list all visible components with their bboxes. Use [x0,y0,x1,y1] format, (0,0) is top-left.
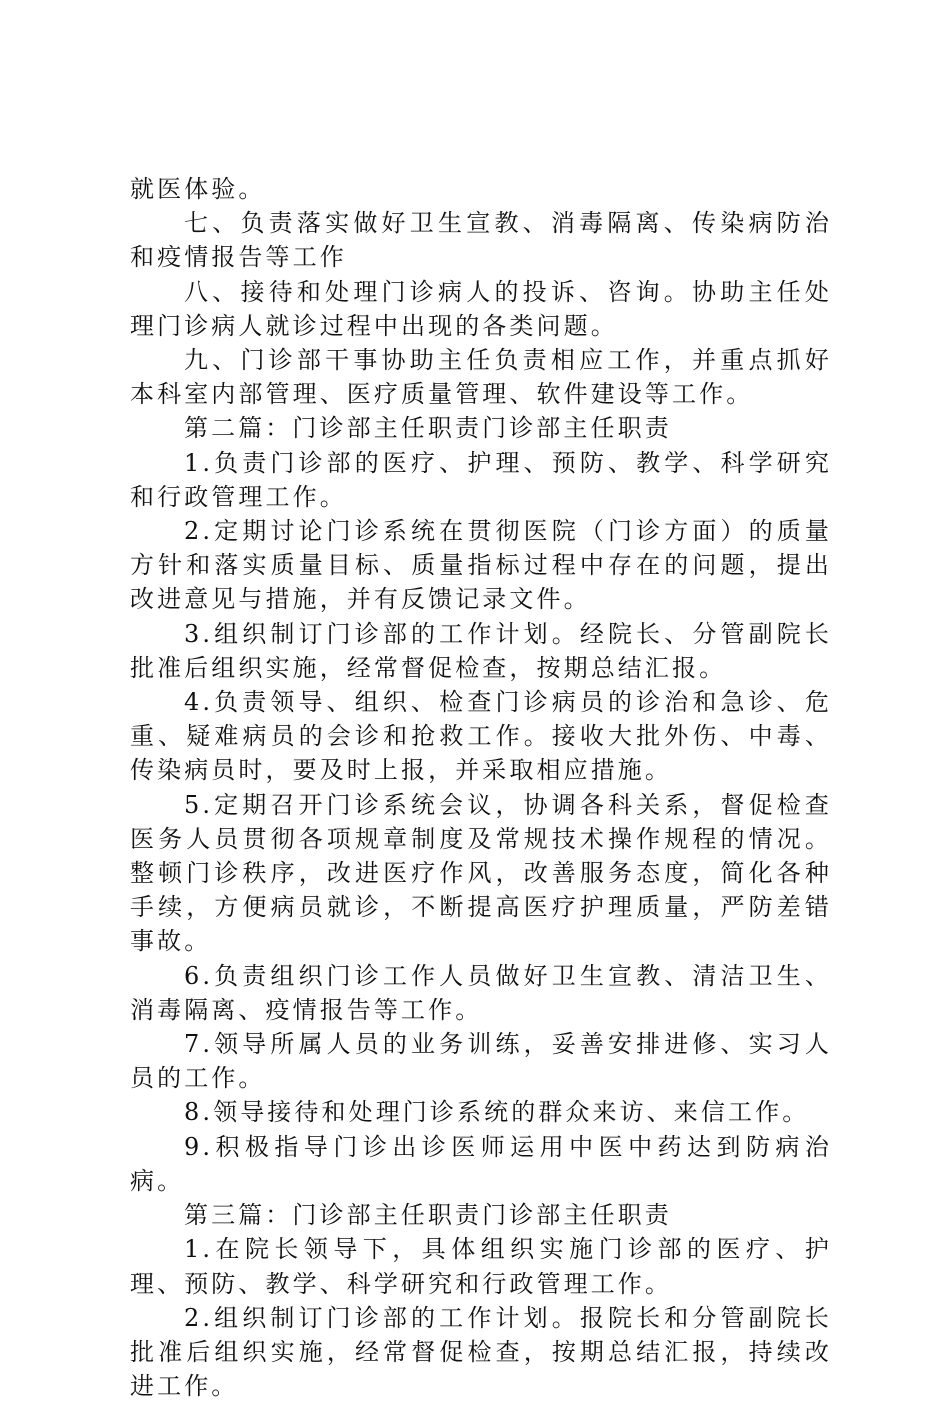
paragraph-continuation: 就医体验。 [130,175,266,203]
paragraph-part2-item-6: 6.负责组织门诊工作人员做好卫生宣教、清洁卫生、消毒隔离、疫情报告等工作。 [130,961,832,1024]
paragraph-part2-item-9: 9.积极指导门诊出诊医师运用中医中药达到防病治病。 [130,1132,832,1195]
paragraph-item-7: 七、负责落实做好卫生宣教、消毒隔离、传染病防治和疫情报告等工作 [130,209,832,272]
paragraph-part3-item-1: 1.在院长领导下，具体组织实施门诊部的医疗、护理、预防、教学、科学研究和行政管理工作。 [130,1235,832,1298]
paragraph-part2-item-1: 1.负责门诊部的医疗、护理、预防、教学、科学研究和行政管理工作。 [130,448,832,511]
paragraph-part3-item-2: 2.组织制订门诊部的工作计划。报院长和分管副院长批准后组织实施，经常督促检查，按期总结汇报，持续改进工作。 [130,1303,832,1401]
paragraph-part2-item-8: 8.领导接待和处理门诊系统的群众来访、来信工作。 [184,1098,810,1127]
paragraph-item-9: 九、门诊部干事协助主任负责相应工作，并重点抓好本科室内部管理、医疗质量管理、软件建设等工作。 [130,346,832,409]
section-heading-part-2: 第二篇：门诊部主任职责门诊部主任职责 [184,414,672,443]
paragraph-part2-item-2: 2.定期讨论门诊系统在贯彻医院（门诊方面）的质量方针和落实质量目标、质量指标过程中存在的问题，提出改进意见与措施，并有反馈记录文件。 [130,517,832,614]
document-body [130,172,832,1403]
paragraph-part2-item-3: 3.组织制订门诊部的工作计划。经院长、分管副院长批准后组织实施，经常督促检查，按期总结汇报。 [130,619,832,682]
paragraph-item-8: 八、接待和处理门诊病人的投诉、咨询。协助主任处理门诊病人就诊过程中出现的各类问题。 [130,277,832,340]
section-heading-part-3: 第三篇：门诊部主任职责门诊部主任职责 [184,1201,672,1230]
paragraph-part2-item-7: 7.领导所属人员的业务训练，妥善安排进修、实习人员的工作。 [130,1030,832,1093]
paragraph-part2-item-4: 4.负责领导、组织、检查门诊病员的诊治和急诊、危重、疑难病员的会诊和抢救工作。接收大批外伤、中毒、传染病员时，要及时上报，并采取相应措施。 [130,688,832,785]
paragraph-part2-item-5: 5.定期召开门诊系统会议，协调各科关系，督促检查医务人员贯彻各项规章制度及常规技术操作规程的情况。整顿门诊秩序，改进医疗作风，改善服务态度，简化各种手续，方便病员就诊，不断提高医疗护理质量，严防差错事故。 [130,790,832,956]
